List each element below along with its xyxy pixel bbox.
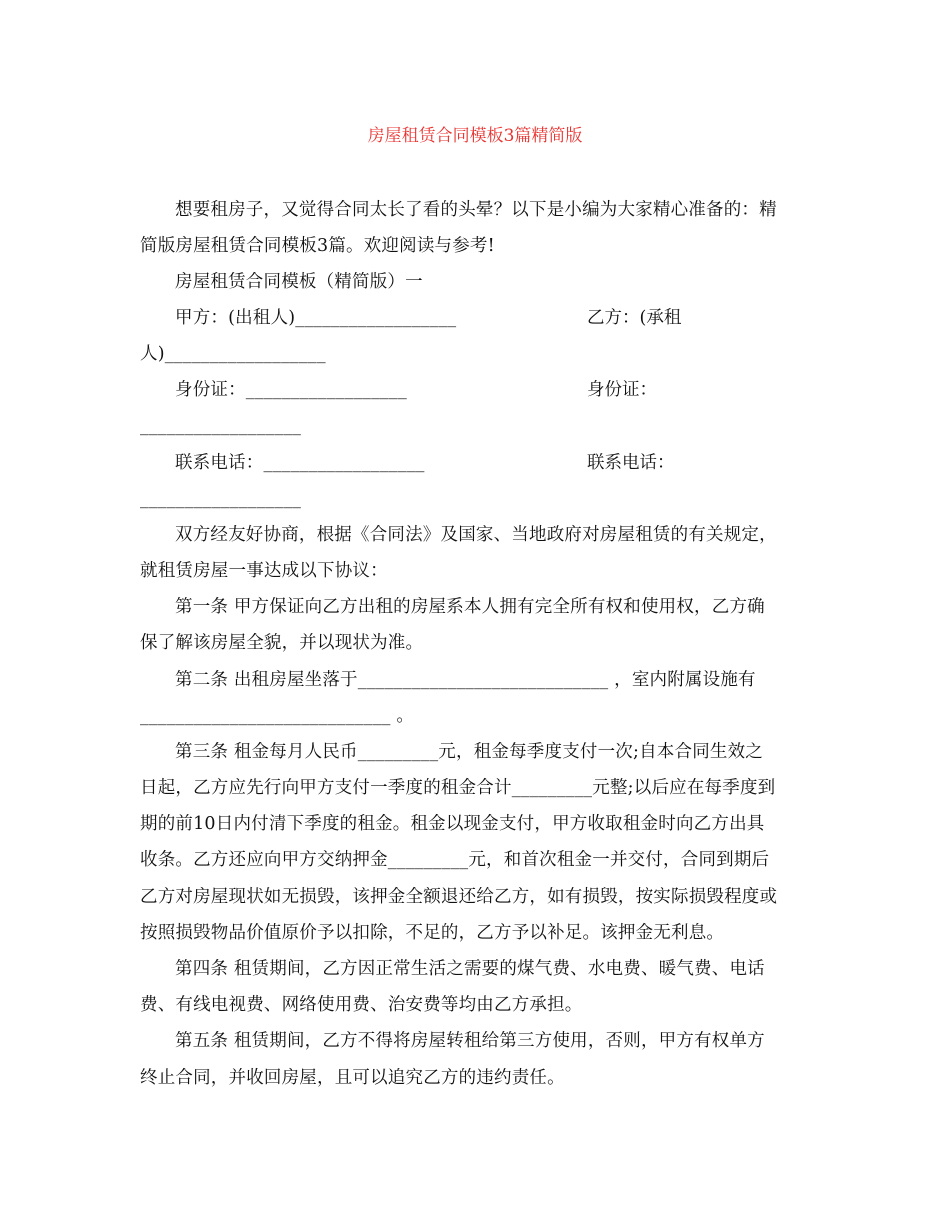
intro-line-1: 想要租房子，又觉得合同太长了看的头晕？以下是小编为大家精心准备的：精 bbox=[175, 200, 777, 220]
article4-line-1: 第四条 租赁期间，乙方因正常生活之需要的煤气费、水电费、暖气费、电话 bbox=[175, 959, 765, 979]
phone-b-label: 联系电话： bbox=[587, 453, 675, 473]
article5-line-2: 终止合同，并收回房屋，且可以追究乙方的违约责任。 bbox=[140, 1068, 565, 1088]
id-b-blank: __________________ bbox=[140, 416, 302, 436]
party-b-label: 乙方：(承租 bbox=[587, 308, 682, 328]
agreement-line-2: 就租赁房屋一事达成以下协议： bbox=[140, 561, 388, 581]
article1-line-1: 第一条 甲方保证向乙方出租的房屋系本人拥有完全所有权和使用权，乙方确 bbox=[175, 597, 765, 617]
article3-line-1: 第三条 租金每月人民币_________元，租金每季度支付一次;自本合同生效之 bbox=[175, 742, 764, 762]
phone-b-blank: __________________ bbox=[140, 489, 302, 509]
article5-line-1: 第五条 租赁期间，乙方不得将房屋转租给第三方使用，否则，甲方有权单方 bbox=[175, 1031, 765, 1051]
article2-line-2: ____________________________ 。 bbox=[140, 706, 415, 726]
article3-line-6: 按照损毁物品价值原价予以扣除，不足的，乙方予以补足。该押金无利息。 bbox=[140, 923, 725, 943]
party-b-field: 人)__________________ bbox=[140, 344, 326, 364]
intro-line-2: 简版房屋租赁合同模板3篇。欢迎阅读与参考! bbox=[140, 236, 495, 256]
phone-a-field: 联系电话：__________________ bbox=[175, 453, 425, 473]
article3-line-4: 收条。乙方还应向甲方交纳押金_________元，和首次租金一并交付，合同到期后 bbox=[140, 850, 770, 870]
id-a-field: 身份证：__________________ bbox=[175, 380, 407, 400]
article3-line-5: 乙方对房屋现状如无损毁，该押金全额退还给乙方，如有损毁，按实际损毁程度或 bbox=[140, 887, 778, 907]
party-a-field: 甲方：(出租人)__________________ bbox=[175, 308, 457, 328]
id-b-label: 身份证： bbox=[587, 380, 657, 400]
agreement-line-1: 双方经友好协商，根据《合同法》及国家、当地政府对房屋租赁的有关规定， bbox=[175, 525, 777, 545]
article2-line-1: 第二条 出租房屋坐落于____________________________ ，室内附属设施有 bbox=[175, 670, 756, 690]
section-heading: 房屋租赁合同模板（精简版）一 bbox=[175, 272, 423, 292]
document-title: 房屋租赁合同模板3篇精简版 bbox=[367, 126, 583, 146]
article3-line-3: 期的前10日内付清下季度的租金。租金以现金支付，甲方收取租金时向乙方出具 bbox=[140, 814, 765, 834]
article4-line-2: 费、有线电视费、网络使用费、治安费等均由乙方承担。 bbox=[140, 995, 583, 1015]
article3-line-2: 日起，乙方应先行向甲方支付一季度的租金合计_________元整;以后应在每季度到 bbox=[140, 778, 776, 798]
article1-line-2: 保了解该房屋全貌，并以现状为准。 bbox=[140, 633, 424, 653]
